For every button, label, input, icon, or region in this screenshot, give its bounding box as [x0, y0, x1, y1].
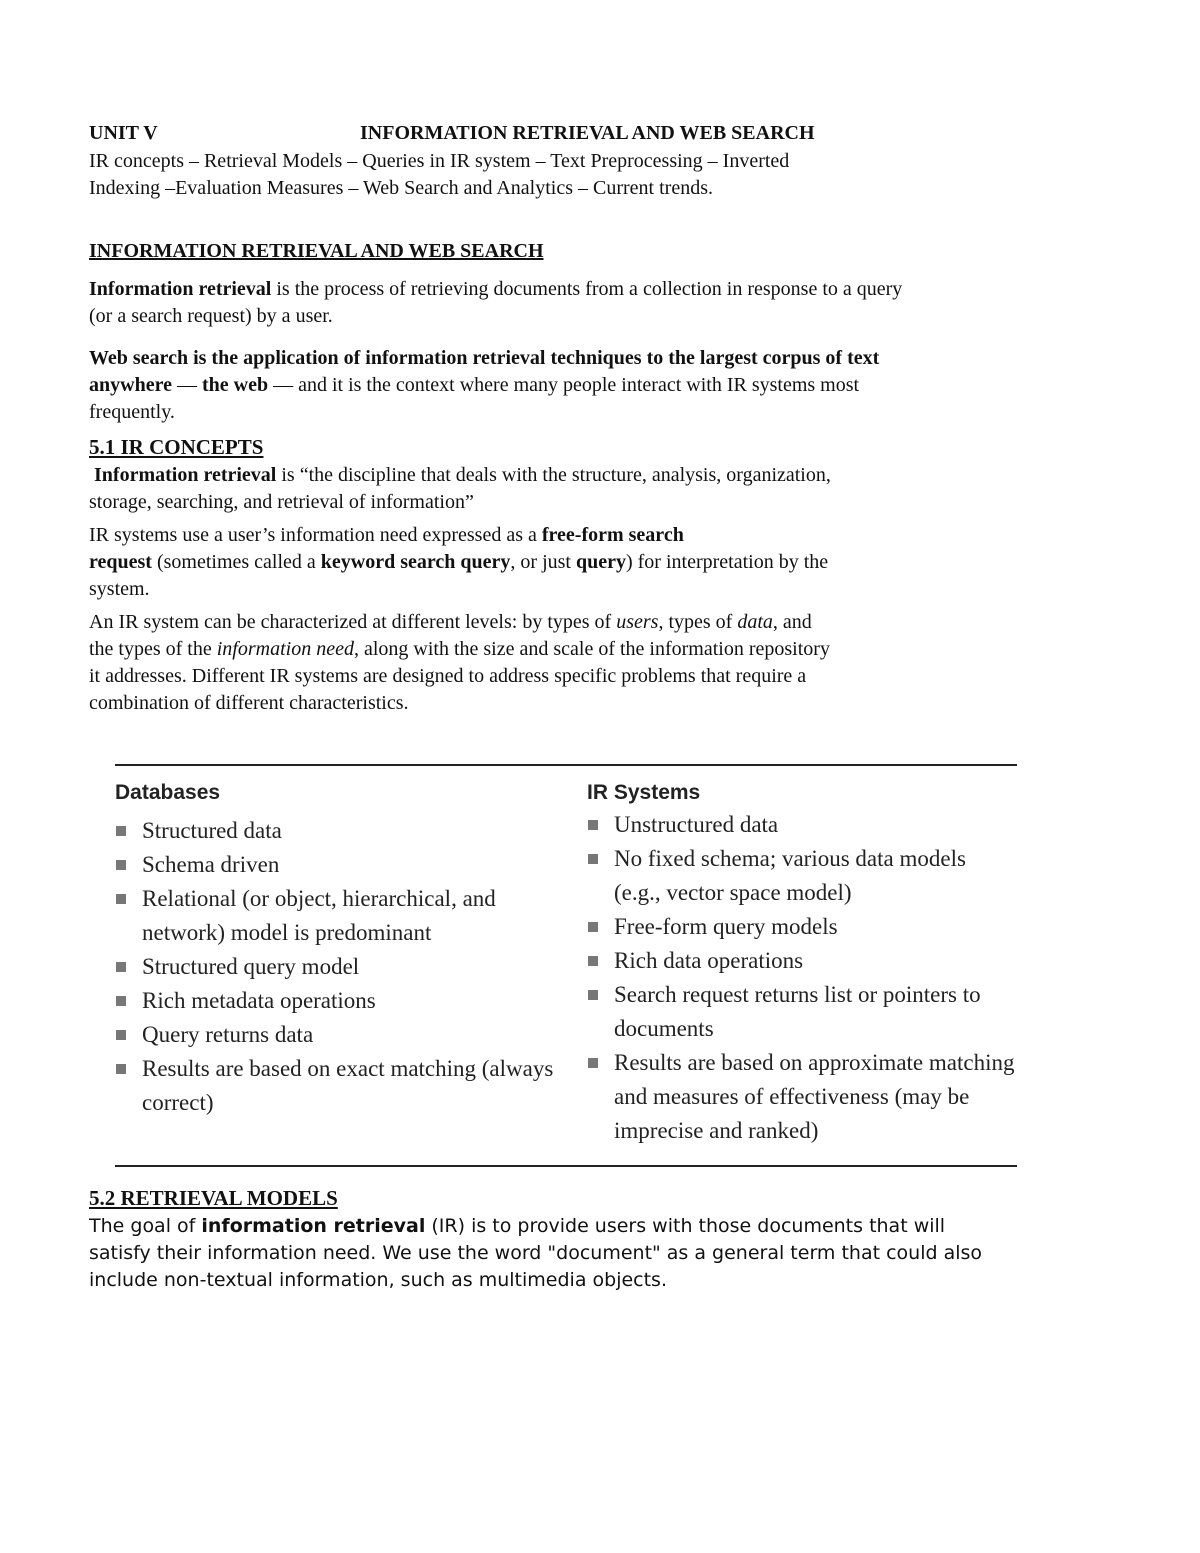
paragraph-characterized: An IR system can be characterized at different levels: by types of users, types of data, and	[89, 611, 812, 633]
ir-systems-title: IR Systems	[587, 781, 701, 804]
ir-systems-item-text: Search request returns list or pointers to	[614, 982, 981, 1007]
square-bullet-icon	[588, 922, 598, 932]
databases-column	[115, 778, 555, 1120]
databases-item	[115, 1018, 555, 1052]
paragraph-web-search-line3: frequently.	[89, 401, 175, 423]
ir-systems-item-text: documents	[614, 1016, 714, 1041]
term-information-retrieval: Information retrieval	[89, 278, 272, 300]
paragraph-web-search-line2: anywhere — the web — and it is the context where many people interact with IR systems most	[89, 374, 860, 396]
databases-item-text: Results are based on exact matching (always	[142, 1056, 554, 1081]
topics-line-1: IR concepts – Retrieval Models – Queries in IR system – Text Preprocessing – Inverted	[89, 150, 790, 172]
databases-item	[115, 882, 555, 950]
paragraph-ir-definition-line2: (or a search request) by a user.	[89, 305, 333, 327]
ir-systems-item-text: Results are based on approximate matching	[614, 1050, 1015, 1075]
ir-systems-item-text: Unstructured data	[614, 812, 779, 837]
paragraph-retrieval-goal-line2: satisfy their information need. We use the word "document" as a general term that could also	[89, 1242, 983, 1264]
square-bullet-icon	[588, 1058, 598, 1068]
paragraph-ir-discipline-line2: storage, searching, and retrieval of information”	[89, 491, 474, 513]
ir-systems-item-text: (e.g., vector space model)	[614, 880, 852, 905]
databases-list	[115, 814, 555, 1120]
databases-item	[115, 1052, 555, 1120]
ir-systems-column	[587, 778, 1017, 1148]
paragraph-characterized-line4: combination of different characteristics.	[89, 692, 409, 714]
ir-systems-item	[587, 808, 1017, 842]
square-bullet-icon	[588, 956, 598, 966]
databases-item-text: Structured data	[142, 818, 282, 843]
paragraph-ir-definition: Information retrieval is the process of retrieving documents from a collection in response to a query	[89, 278, 903, 300]
paragraph-ir-systems-line2: request (sometimes called a keyword search query, or just query) for interpretation by the	[89, 551, 829, 573]
square-bullet-icon	[116, 1064, 126, 1074]
ir-systems-item	[587, 978, 1017, 1046]
databases-item-text: Relational (or object, hierarchical, and	[142, 886, 496, 911]
paragraph-retrieval-goal-line3: include non-textual information, such as multimedia objects.	[89, 1269, 667, 1291]
paragraph-web-search: Web search is the application of information retrieval techniques to the largest corpus of text	[89, 347, 880, 369]
databases-vs-ir-figure	[115, 764, 1017, 1167]
figure-top-rule	[115, 764, 1017, 766]
databases-item	[115, 950, 555, 984]
section-heading-5-1: 5.1 IR CONCEPTS	[89, 435, 264, 459]
paragraph-ir-discipline: Information retrieval is “the discipline that deals with the structure, analysis, organization,	[94, 464, 831, 486]
ir-systems-item-text: imprecise and ranked)	[614, 1118, 819, 1143]
ir-systems-item-text: Rich data operations	[614, 948, 804, 973]
ir-systems-item-text: Free-form query models	[614, 914, 838, 939]
ir-systems-item-text: No fixed schema; various data models	[614, 846, 966, 871]
square-bullet-icon	[588, 820, 598, 830]
databases-title: Databases	[115, 781, 221, 804]
ir-systems-item	[587, 1046, 1017, 1148]
databases-item-text: Schema driven	[142, 852, 280, 877]
square-bullet-icon	[116, 996, 126, 1006]
databases-item	[115, 848, 555, 882]
square-bullet-icon	[116, 826, 126, 836]
square-bullet-icon	[588, 990, 598, 1000]
section-heading-main: INFORMATION RETRIEVAL AND WEB SEARCH	[89, 240, 544, 262]
document-page	[89, 118, 1099, 717]
databases-item-text: Query returns data	[142, 1022, 314, 1047]
databases-item-text: Structured query model	[142, 954, 360, 979]
ir-systems-item	[587, 842, 1017, 910]
databases-item-text: network) model is predominant	[142, 920, 432, 945]
square-bullet-icon	[116, 962, 126, 972]
databases-item	[115, 814, 555, 848]
paragraph-characterized-line3: it addresses. Different IR systems are designed to address specific problems that require a	[89, 665, 807, 687]
databases-item-text: correct)	[142, 1090, 214, 1115]
unit-number: UNIT V	[89, 122, 158, 144]
unit-header	[89, 118, 1099, 148]
paragraph-ir-systems-line3: system.	[89, 578, 150, 600]
square-bullet-icon	[116, 860, 126, 870]
ir-systems-list	[587, 808, 1017, 1148]
topics-line-2: Indexing –Evaluation Measures – Web Search and Analytics – Current trends.	[89, 177, 713, 199]
ir-systems-item	[587, 944, 1017, 978]
section-5-2	[89, 1183, 1099, 1294]
section-heading-5-2: 5.2 RETRIEVAL MODELS	[89, 1186, 338, 1210]
paragraph-ir-systems: IR systems use a user’s information need expressed as a free-form search	[89, 524, 684, 546]
databases-item-text: Rich metadata operations	[142, 988, 376, 1013]
paragraph-retrieval-goal: The goal of information retrieval (IR) is to provide users with those documents that will	[89, 1215, 946, 1237]
ir-systems-item-text: and measures of effectiveness (may be	[614, 1084, 970, 1109]
databases-item	[115, 984, 555, 1018]
paragraph-characterized-line2: the types of the information need, along with the size and scale of the information repository	[89, 638, 830, 660]
unit-title: INFORMATION RETRIEVAL AND WEB SEARCH	[360, 122, 815, 144]
square-bullet-icon	[588, 854, 598, 864]
square-bullet-icon	[116, 1030, 126, 1040]
figure-bottom-rule	[115, 1165, 1017, 1167]
square-bullet-icon	[116, 894, 126, 904]
ir-systems-item	[587, 910, 1017, 944]
